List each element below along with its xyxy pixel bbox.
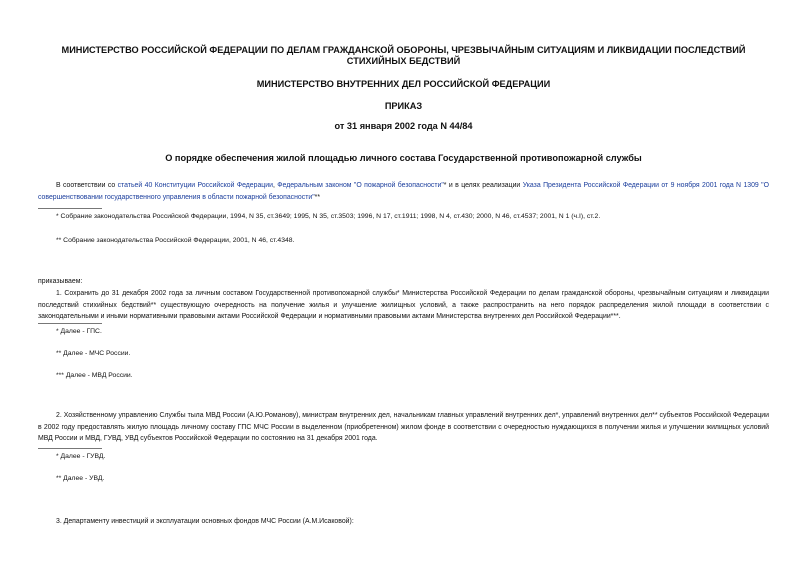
intro-text: * и в целях реализации [443, 182, 523, 189]
intro-text: , [272, 182, 278, 189]
footnote-divider [38, 323, 102, 324]
ministry-emergency-title: МИНИСТЕРСТВО РОССИЙСКОЙ ФЕДЕРАЦИИ ПО ДЕЛАМ ГРАЖДАНСКОЙ ОБОРОНЫ, ЧРЕЗВЫЧАЙНЫМ СИТУАЦИЯМ И ЛИКВИДАЦИИ ПОСЛЕДСТВИЙ СТИХИЙНЫХ БЕДСТВИЙ [61, 45, 746, 66]
document-subject: О порядке обеспечения жилой площадью личного состава Государственной противопожарной службы [165, 153, 642, 163]
footnote-item: ** Собрание законодательства Российской Федерации, 2001, N 46, ст.4348. [56, 237, 295, 244]
footnote-divider [38, 448, 102, 449]
footnote-item: * Далее - ГУВД. [56, 453, 106, 460]
document-type: ПРИКАЗ [384, 101, 423, 111]
footnote-item: ** Далее - МЧС России. [56, 350, 131, 357]
presidential-decree-link[interactable]: Указа Президента Российской Федерации от 9 ноября 2001 года N 1309 "О совершенствовании государственного управления в области пожарной безопасности" [38, 182, 769, 201]
constitution-link[interactable]: статьей 40 Конституции Российской Федерации [117, 182, 273, 189]
intro-text: ** [314, 193, 321, 201]
footnote-divider [38, 208, 102, 209]
item-2-paragraph: 2. Хозяйственному управлению Службы тыла МВД России (А.Ю.Романову), министрам внутренних дел, начальникам главных управлений внутренних дел*, управлений внутренних дел** субъектов Российской Федерации в 2002 году предоставлять жилую площадь личному составу ГПС МЧС России в выделенном (приобретенном) жилом фонде в соответствии с очередностью нуждающихся в получении жилья и улучшении жилищных условий МВД России и МВД, ГУВД, УВД субъектов Российской Федерации по состоянию на 31 декабря 2001 года. [38, 412, 769, 442]
footnote-item: * Далее - ГПС. [56, 328, 102, 335]
item-1-paragraph: 1. Сохранить до 31 декабря 2002 года за личным составом Государственной противопожарной службы* Министерства Российской Федерации по делам гражданской обороны, чрезвычайным ситуациям и ликвидации последствий стихийных бедствий** существующую очередность на получение жилья и улучшение жилищных условий, а также распространить на него порядок распределения жилой площади в соответствии с законодательными и иными нормативными правовыми актами Российской Федерации и нормативными правовыми актами Министерства внутренних дел Российской Федерации***. [38, 290, 769, 320]
intro-paragraph [38, 180, 769, 203]
footnote-item: ** Далее - УВД. [56, 475, 105, 482]
document-date-number: от 31 января 2002 года N 44/84 [334, 121, 473, 131]
orders-word: приказываем: [38, 278, 83, 285]
intro-text: В соответствии со [56, 182, 118, 189]
fire-safety-law-link[interactable]: Федеральным законом "О пожарной безопасности" [277, 182, 444, 189]
footnote-item: * Собрание законодательства Российской Федерации, 1994, N 35, ст.3649; 1995, N 35, ст.3503; 1996, N 17, ст.1911; 1998, N 4, ст.430; 2000, N 46, ст.4537; 2001, N 1 (ч.I), ст.2. [56, 213, 601, 220]
item-3-paragraph: 3. Департаменту инвестиций и эксплуатации основных фондов МЧС России (А.М.Исаковой): [56, 518, 354, 525]
footnote-item: *** Далее - МВД России. [56, 372, 133, 379]
ministry-interior-title: МИНИСТЕРСТВО ВНУТРЕННИХ ДЕЛ РОССИЙСКОЙ ФЕДЕРАЦИИ [256, 79, 551, 89]
